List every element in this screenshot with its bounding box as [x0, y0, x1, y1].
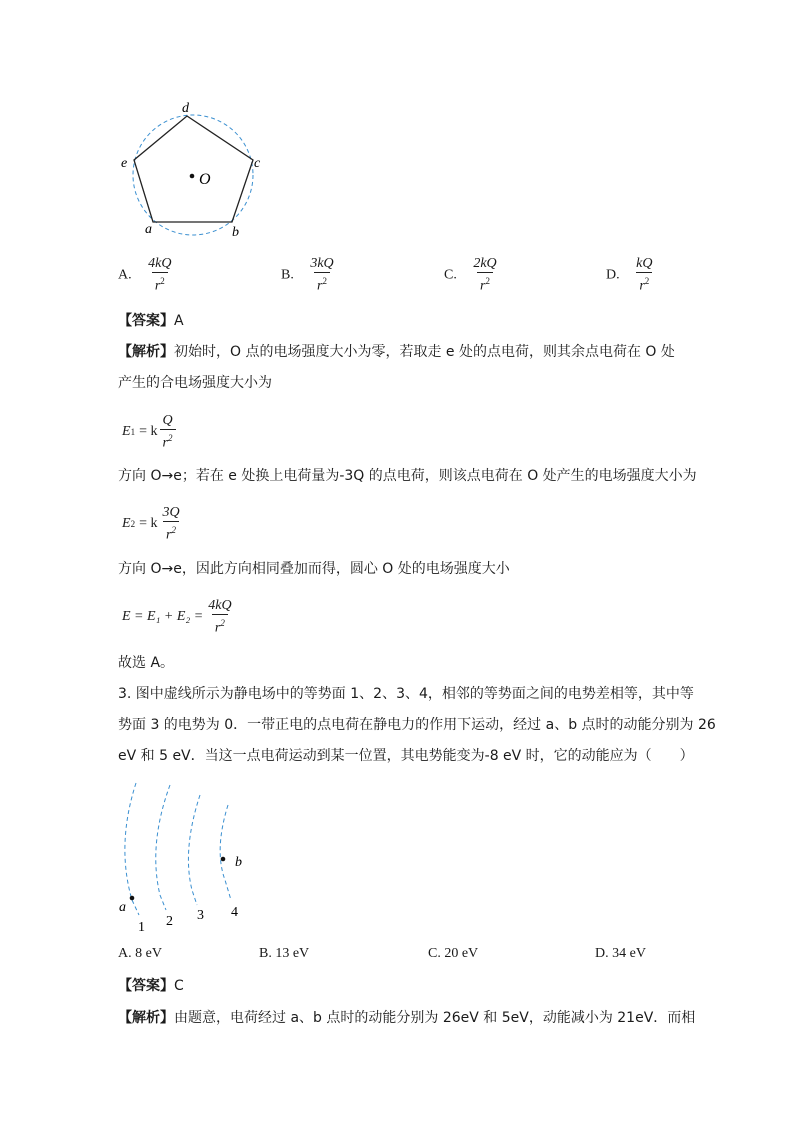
- label-3: 3: [197, 908, 204, 923]
- label-o: O: [199, 171, 211, 188]
- q2-analysis-line5: 故选 A。: [118, 655, 175, 671]
- label-1: 1: [138, 920, 145, 935]
- point-a-dot: [130, 896, 135, 901]
- center-dot: [190, 174, 195, 179]
- q3-stem-line1: 3. 图中虚线所示为静电场中的等势面 1、2、3、4，相邻的等势面之间的电势差相等，其中等: [118, 686, 694, 702]
- q2-answer: 【答案】A: [118, 313, 184, 329]
- point-b-dot: [221, 857, 226, 862]
- equipotential-curve-3: [188, 795, 200, 905]
- q2-analysis-line3: 方向 O→e；若在 e 处换上电荷量为-3Q 的点电荷，则该点电荷在 O 处产生的电场强度大小为: [118, 468, 697, 484]
- q2-analysis-line1: 【解析】初始时，O 点的电场强度大小为零，若取走 e 处的点电荷，则其余点电荷在 O 处: [118, 344, 675, 360]
- q3-analysis-line1: 【解析】由题意，电荷经过 a、b 点时的动能分别为 26eV 和 5eV，动能减小为 21eV．而相: [118, 1010, 696, 1026]
- equation-e1: E 1 = k $\frac{Q}{r^2}$: [122, 413, 176, 452]
- label-b: b: [232, 225, 239, 240]
- label-d: d: [182, 101, 189, 116]
- q3-option-d: D. 34 eV: [595, 946, 646, 961]
- equipotential-curve-1: [125, 783, 139, 915]
- pentagon: [134, 116, 253, 222]
- q3-option-b: B. 13 eV: [259, 946, 310, 961]
- equipotential-figure: [110, 775, 270, 940]
- equipotential-curve-2: [156, 785, 170, 910]
- q3-option-c: C. 20 eV: [428, 946, 479, 961]
- q2-option-a: A. $\frac{4kQ}{r^2}$: [118, 256, 172, 294]
- q3-stem-line3: eV 和 5 eV．当这一点电荷运动到某一位置，其电势能变为-8 eV 时，它的动能应为（ ）: [118, 748, 694, 764]
- pentagon-figure: [110, 95, 270, 245]
- q2-option-c: C. $\frac{2kQ}{r^2}$: [444, 256, 497, 294]
- equation-e2: E 2 = k $\frac{3Q}{r^2}$: [122, 505, 180, 543]
- label-2: 2: [166, 914, 173, 929]
- q2-analysis-line2: 产生的合电场强度大小为: [118, 375, 272, 391]
- q2-option-d: D. $\frac{kQ}{r^2}$: [606, 256, 653, 294]
- label-b2: b: [235, 855, 242, 870]
- label-c: c: [254, 156, 261, 171]
- equation-e-total: E = E₁ + E₂ = $\frac{4kQ}{r^2}$: [122, 598, 232, 636]
- q2-analysis-line4: 方向 O→e，因此方向相同叠加而得，圆心 O 处的电场强度大小: [118, 561, 510, 577]
- q3-answer: 【答案】C: [118, 978, 184, 994]
- equipotential-curve-4: [220, 805, 231, 900]
- q3-option-a: A. 8 eV: [118, 946, 162, 961]
- label-e: e: [121, 156, 128, 171]
- q3-stem-line2: 势面 3 的电势为 0．一带正电的点电荷在静电力的作用下运动，经过 a、b 点时的动能分别为 26: [118, 717, 716, 733]
- label-a: a: [145, 222, 152, 237]
- label-4: 4: [231, 905, 238, 920]
- q2-option-b: B. $\frac{3kQ}{r^2}$: [281, 256, 334, 294]
- label-a2: a: [119, 900, 126, 915]
